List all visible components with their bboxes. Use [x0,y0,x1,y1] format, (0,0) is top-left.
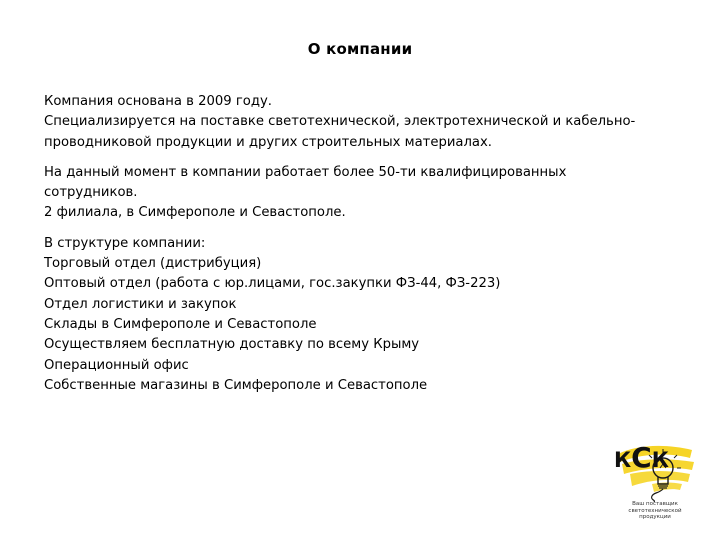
list-item: Отдел логистики и закупок [44,296,237,312]
page-title: О компании [307,40,413,58]
paragraph-structure [44,234,684,396]
text-line: проводниковой продукции и других строительных материалах. [44,134,492,150]
list-item: Операционный офис [44,357,189,373]
list-item: Собственные магазины в Симферополе и Севастополе [44,377,428,393]
logo-letter: С [631,441,652,474]
text-line: Специализируется на поставке светотехнической, электротехнической и кабельно- [44,114,636,130]
logo-letters [614,441,669,474]
logo-caption: Ваш поставщик светотехнической продукции [628,501,682,520]
text-line: В структуре компании: [44,235,206,251]
text-line: На данный момент в компании работает более 50-ти квалифицированных [44,164,567,180]
list-item: Оптовый отдел (работа с юр.лицами, гос.закупки ФЗ-44, ФЗ-223) [44,276,501,292]
text-line: Компания основана в 2009 году. [44,94,272,109]
list-item: Торговый отдел (дистрибуция) [44,256,262,272]
list-item: Осуществляем бесплатную доставку по всему Крыму [44,337,420,353]
text-line: сотрудников. [44,185,138,201]
logo-letter: К [614,448,632,472]
company-description [44,92,684,396]
company-logo [612,440,696,522]
list-item: Склады в Симферополе и Севастополе [44,316,317,332]
paragraph-staff [44,163,684,224]
logo-letter: К [651,448,669,472]
paragraph-founding [44,92,684,153]
text-line: 2 филиала, в Симферополе и Севастополе. [44,205,346,221]
